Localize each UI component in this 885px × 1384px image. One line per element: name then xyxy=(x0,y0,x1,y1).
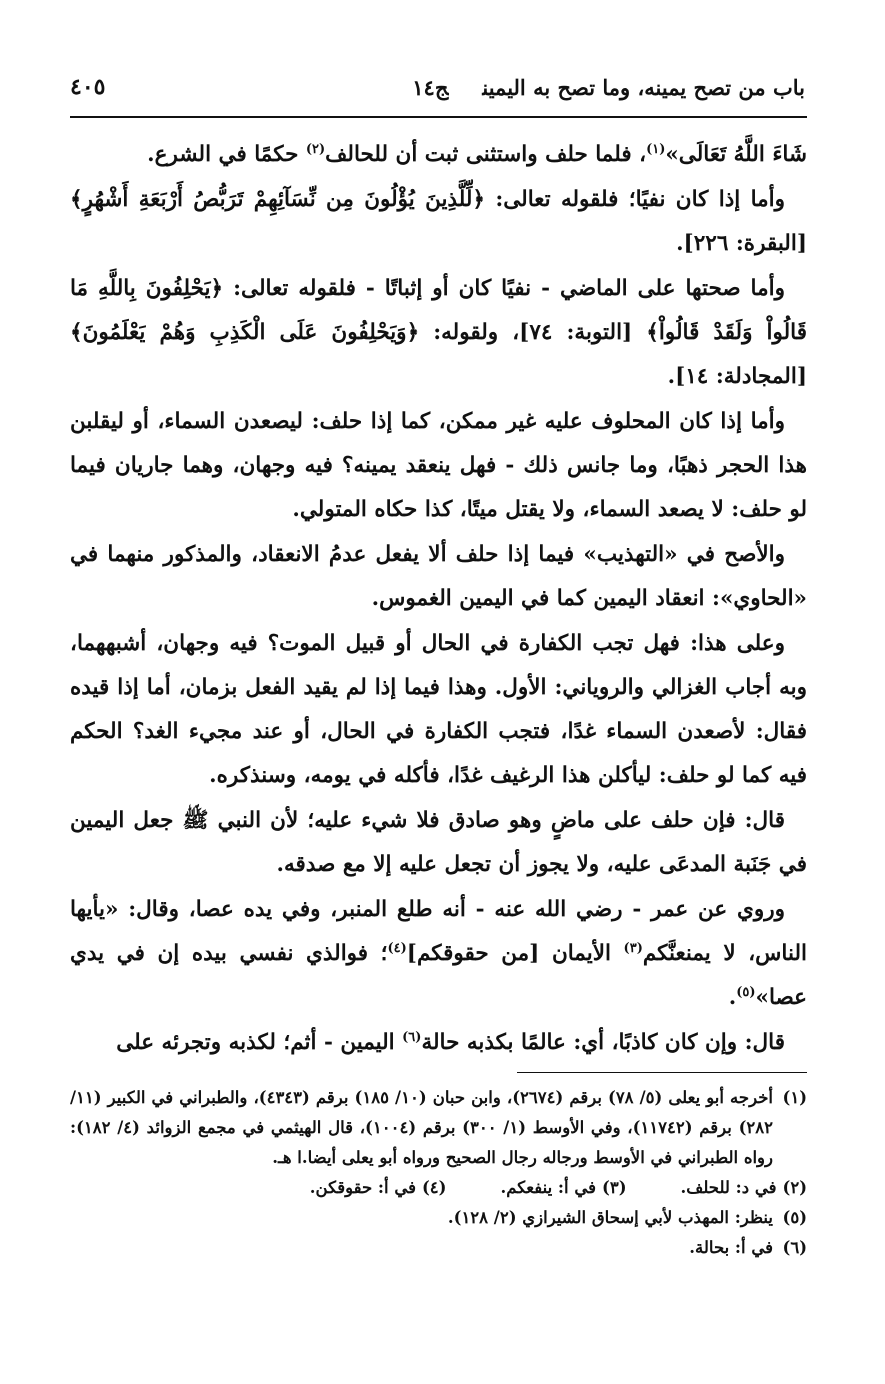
paragraph: وأما إذا كان المحلوف عليه غير ممكن، كما إذا حلف: ليصعدن السماء، أو ليقلبن هذا الحجر ذهبًا، وما جانس ذلك - فهل ينعقد يمينه؟ فيه وجهان، وهما جاريان فيما لو حلف: لا يصعد السماء، ولا يقتل ميتًا، كذا حكاه المتولي. xyxy=(70,409,807,522)
footnote-text: ينظر: المهذب لأبي إسحاق الشيرازي (٢/ ١٢٨). xyxy=(447,1208,773,1227)
footnote-ref[interactable]: (٣) xyxy=(623,940,643,956)
footnote-number: (١) xyxy=(782,1088,807,1107)
footnote-number: (٥) xyxy=(782,1208,807,1227)
footnotes xyxy=(70,1083,807,1263)
paragraph: قال: فإن حلف على ماضٍ وهو صادق فلا شيء عليه؛ لأن النبي ﷺ جعل اليمين في جَنَبة المدعَى عليه، ولا يجوز أن تجعل عليه إلا مع صدقه. xyxy=(70,808,807,877)
page-number: ٤٠٥ xyxy=(70,74,106,100)
chapter-title xyxy=(412,75,805,100)
volume-label: ج١٤ xyxy=(412,74,449,100)
footnote-rule xyxy=(517,1072,807,1073)
footnote-text: في د: للحلف. xyxy=(680,1178,777,1197)
footnote-number: (٦) xyxy=(782,1238,807,1257)
footnote-ref[interactable]: (١) xyxy=(646,141,666,157)
paragraph: وعلى هذا: فهل تجب الكفارة في الحال أو قبيل الموت؟ فيه وجهان، أشبههما، وبه أجاب الغزالي والروياني: الأول. وهذا فيما إذا لم يقيد الفعل بزمان، أما إذا قيده فقال: لأصعدن السماء غدًا، فتجب الكفارة في الحال، أو عند مجيء الغد؟ الحكم فيه كما لو حلف: ليأكلن هذا الرغيف غدًا، فأكله في يومه، وسنذكره. xyxy=(70,631,807,788)
footnote-ref[interactable]: (٤) xyxy=(387,940,407,956)
footnote-ref[interactable]: (٦) xyxy=(402,1029,422,1045)
footnote xyxy=(70,1233,807,1263)
footnote-ref[interactable]: (٢) xyxy=(305,141,326,157)
footnote-text: في أ: ينفعكم. xyxy=(500,1178,596,1197)
running-header xyxy=(70,70,805,104)
footnote-number: (٣) xyxy=(602,1178,627,1197)
footnote-row xyxy=(70,1173,807,1203)
paragraph: قال: وإن كان كاذبًا، أي: عالمًا بكذبه حالة$^{(٦)}$ اليمين - أثم؛ لكذبه وتجرئه على xyxy=(116,1029,785,1055)
footnote-number: (٢) xyxy=(782,1178,807,1197)
chapter-title-text: باب من تصح يمينه، وما تصح به اليمين xyxy=(482,74,805,100)
paragraph: شَاءَ اللَّهُ تَعَالَى»$^{(١)}$، فلما حلف واستثنى ثبت أن للحالف$^{(٢)}$ حكمًا في الشرع. xyxy=(147,141,807,167)
footnote-ref[interactable]: (٥) xyxy=(736,984,756,1000)
paragraph: وروي عن عمر - رضي الله عنه - أنه طلع المنبر، وفي يده عصا، وقال: «يأيها الناس، لا يمنعنَّكم$^{(٣)}$ الأيمان [من حقوقكم]$^{(٤)}$؛ فوالذي نفسي بيده إن في يدي عصا»$^{(٥)}$. xyxy=(70,897,807,1010)
footnote-number: (٤) xyxy=(421,1178,447,1197)
footnote-text: أخرجه أبو يعلى (٥/ ٧٨) برقم (٢٦٧٤)، وابن حبان (١٠/ ١٨٥) برقم (٤٣٤٣)، والطبراني في الكبير (١١/ ٢٨٢) برقم (١١٧٤٢)، وفي الأوسط (١/ ٣٠٠) برقم (١٠٠٤)، قال الهيثمي في مجمع الزوائد (٤/ ١٨٢): رواه الطبراني في الأوسط ورجاله رجال الصحيح ورواه أبو يعلى أيضا.ا هـ. xyxy=(70,1088,773,1167)
footnote xyxy=(70,1203,807,1233)
main-text xyxy=(70,133,807,1066)
header-rule xyxy=(70,116,807,118)
paragraph: والأصح في «التهذيب» فيما إذا حلف ألا يفعل عدمُ الانعقاد، والمذكور منهما في «الحاوي»: انعقاد اليمين كما في اليمين الغموس. xyxy=(70,542,807,611)
footnote xyxy=(310,1173,447,1203)
footnote-text: في أ: حقوقكن. xyxy=(309,1178,416,1197)
paragraph: وأما إذا كان نفيًا؛ فلقوله تعالى: ﴿لِّلَّذِينَ يُؤْلُونَ مِن نِّسَآئِهِمْ تَرَبُّصُ أَرْبَعَةِ أَشْهُرٍ﴾ [البقرة: ٢٢٦]. xyxy=(70,187,807,256)
footnote xyxy=(70,1083,807,1173)
footnote xyxy=(681,1173,808,1203)
footnote-text: في أ: بحالة. xyxy=(689,1238,773,1257)
footnote xyxy=(500,1173,626,1203)
paragraph: وأما صحتها على الماضي - نفيًا كان أو إثباتًا - فلقوله تعالى: ﴿يَحْلِفُونَ بِاللَّهِ مَا قَالُواْ وَلَقَدْ قَالُواْ﴾ [التوبة: ٧٤]، ولقوله: ﴿وَيَحْلِفُونَ عَلَى الْكَذِبِ وَهُمْ يَعْلَمُونَ﴾ [المجادلة: ١٤]. xyxy=(70,276,808,389)
